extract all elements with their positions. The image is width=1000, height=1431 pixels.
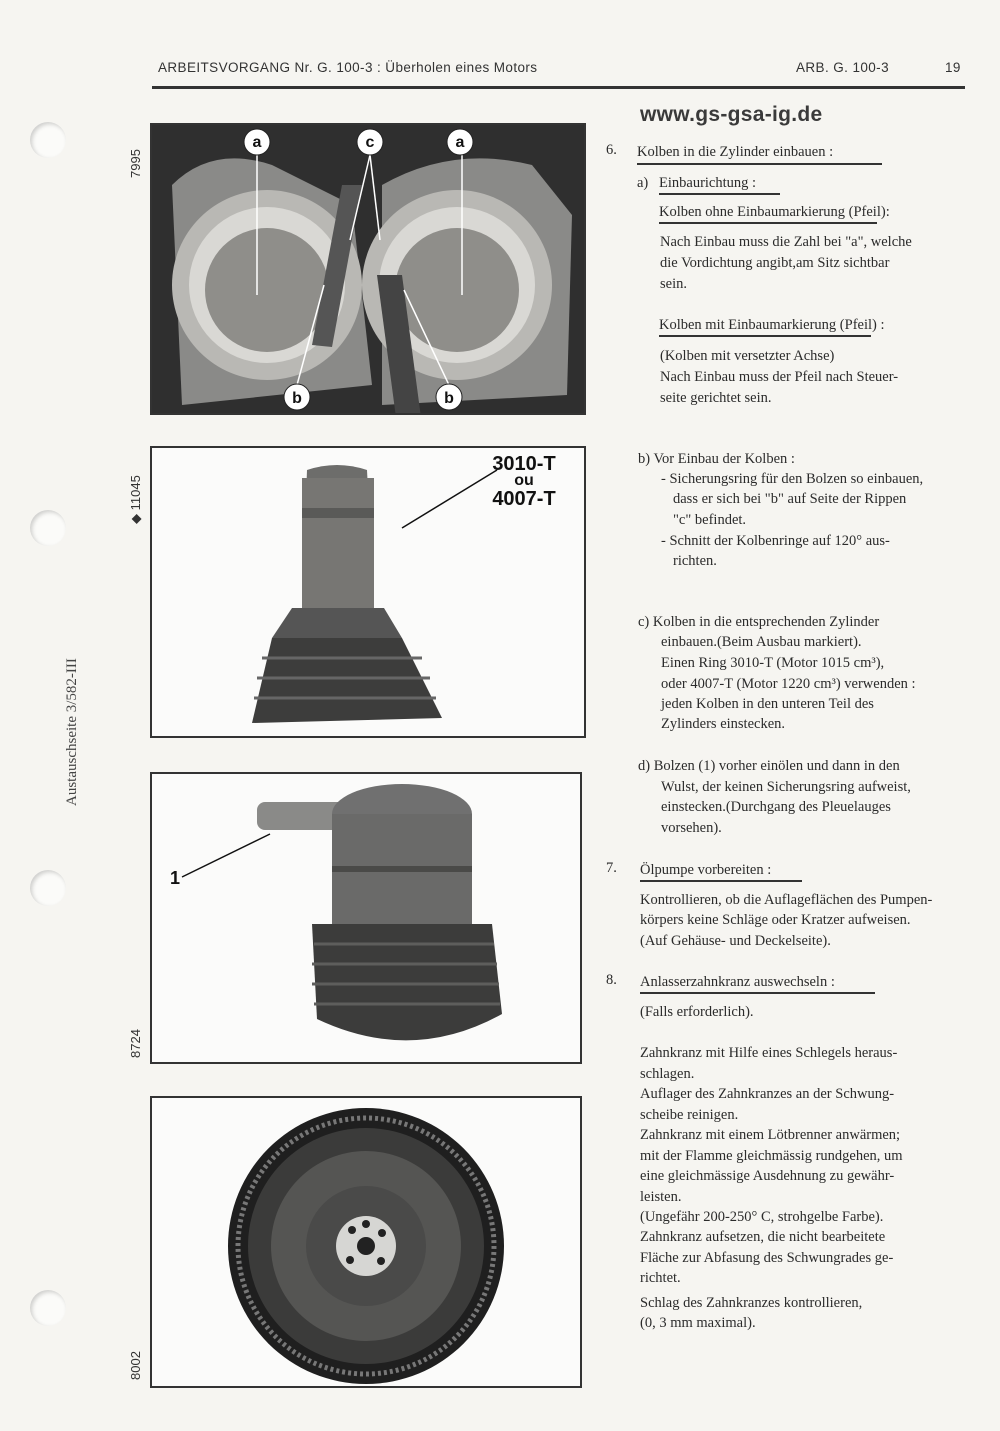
flywheel-illustration (152, 1098, 580, 1386)
section-8-line-1: Zahnkranz mit Hilfe eines Schlegels heraus- (640, 1045, 898, 1061)
section-6c-line-1: c) Kolben in die entsprechenden Zylinder (638, 614, 880, 630)
section-6d-line-1: d) Bolzen (1) vorher einölen und dann in den (638, 758, 900, 774)
section-6a1-underline (659, 222, 877, 224)
section-6c-line-3: Einen Ring 3010-T (Motor 1015 cm³), (661, 655, 885, 671)
fig3-number: 8724 (128, 1029, 143, 1058)
header-title: ARBEITSVORGANG Nr. G. 100-3 : Überholen eines Motors (158, 60, 538, 75)
section-7-line-3: (Auf Gehäuse- und Deckelseite). (640, 933, 831, 949)
fig1-label-b-left: b (292, 390, 302, 407)
section-6b-line-2: - Sicherungsring für den Bolzen so einbauen, (661, 471, 924, 487)
fig2-number: ◆ 11045 (128, 475, 143, 524)
section-8-title: Anlasserzahnkranz auswechseln : (640, 974, 835, 990)
side-note: Austauschseite 3/582-III (64, 658, 80, 806)
fig2-tool-4007: 4007-T (492, 488, 556, 510)
section-6d-line-3: einstecken.(Durchgang des Pleuelauges (661, 799, 891, 815)
punch-hole-upper (30, 510, 66, 546)
website-link[interactable]: www.gs-gsa-ig.de (640, 103, 823, 126)
section-6d-line-2: Wulst, der keinen Sicherungsring aufweist, (661, 779, 911, 795)
fig1-label-a-left: a (252, 134, 262, 151)
section-6-number: 6. (606, 142, 617, 158)
punch-hole-lower (30, 870, 66, 906)
section-8-line-5: Zahnkranz mit einem Lötbrenner anwärmen; (640, 1127, 901, 1143)
section-6a2-line-2: Nach Einbau muss der Pfeil nach Steuer- (660, 369, 899, 385)
section-6b-line-4: "c" befindet. (673, 512, 747, 528)
piston-pin-illustration (152, 774, 580, 1062)
section-8-line-4: scheibe reinigen. (640, 1107, 739, 1123)
cylinders-illustration (152, 125, 584, 413)
section-6c-line-6: Zylinders einstecken. (661, 716, 786, 732)
header-code: ARB. G. 100-3 (796, 60, 889, 75)
section-8-line-2: schlagen. (640, 1066, 695, 1082)
section-8-line-13: Schlag des Zahnkranzes kontrollieren, (640, 1295, 863, 1311)
figure-flywheel (150, 1096, 582, 1388)
section-7-title: Ölpumpe vorbereiten : (640, 862, 772, 878)
section-6a1-line-3: sein. (660, 276, 687, 292)
section-6c-line-4: oder 4007-T (Motor 1220 cm³) verwenden : (661, 676, 916, 692)
section-8-line-8: leisten. (640, 1189, 682, 1205)
section-6a-title: Einbaurichtung : (659, 175, 757, 191)
section-8-line-12: richtet. (640, 1270, 681, 1286)
section-6a-label: a) (637, 175, 649, 191)
section-6-title-underline (637, 163, 882, 165)
section-6a1-line-2: die Vordichtung angibt,am Sitz sichtbar (660, 255, 890, 271)
section-8-line-11: Fläche zur Abfasung des Schwungrades ge- (640, 1250, 894, 1266)
ring-tool-illustration (152, 448, 584, 736)
section-7-number: 7. (606, 860, 617, 876)
fig1-label-a-right: a (455, 134, 465, 151)
section-6b-line-1: b) Vor Einbau der Kolben : (638, 451, 795, 467)
section-6-title: Kolben in die Zylinder einbauen : (637, 144, 834, 160)
section-6a2-underline (659, 335, 871, 337)
section-6a1-line-1: Nach Einbau muss die Zahl bei "a", welche (660, 234, 912, 250)
section-8-line-6: mit der Flamme gleichmässig rundgehen, um (640, 1148, 903, 1164)
fig1-number: 7995 (128, 149, 143, 178)
page-number: 19 (945, 60, 961, 75)
section-6b-line-3: dass er sich bei "b" auf Seite der Rippen (673, 491, 907, 507)
fig3-callout-pin: 1 (170, 868, 181, 888)
section-8-line-7: eine gleichmässige Ausdehnung zu gewähr- (640, 1168, 895, 1184)
punch-hole-bottom (30, 1290, 66, 1326)
section-7-line-1: Kontrollieren, ob die Auflageflächen des Pumpen- (640, 892, 933, 908)
section-8-title-underline (640, 992, 875, 994)
punch-hole-top (30, 122, 66, 158)
fig1-label-c: c (365, 134, 375, 151)
figure-cylinders-photo (150, 123, 586, 415)
figure-piston-pin (150, 772, 582, 1064)
section-8-line-10: Zahnkranz aufsetzen, die nicht bearbeitete (640, 1229, 886, 1245)
section-6a-underline (659, 193, 780, 195)
fig1-label-b-right: b (444, 390, 454, 407)
section-6a2-line-3: seite gerichtet sein. (660, 390, 772, 406)
section-8-number: 8. (606, 972, 617, 988)
section-6a2-title: Kolben mit Einbaumarkierung (Pfeil) : (659, 317, 885, 333)
section-6c-line-2: einbauen.(Beim Ausbau markiert). (661, 634, 862, 650)
fig4-number: 8002 (128, 1351, 143, 1380)
header-rule (152, 86, 965, 89)
section-6a1-title: Kolben ohne Einbaumarkierung (Pfeil): (659, 204, 890, 220)
section-7-line-2: körpers keine Schläge oder Kratzer aufweisen. (640, 912, 911, 928)
section-8-line-14: (0, 3 mm maximal). (640, 1315, 756, 1331)
section-6b-line-6: richten. (673, 553, 717, 569)
section-6d-line-4: vorsehen). (661, 820, 722, 836)
fig2-tool-ou: ou (514, 472, 534, 489)
section-8-line-9: (Ungefähr 200-250° C, strohgelbe Farbe). (640, 1209, 884, 1225)
figure-ring-tool (150, 446, 586, 738)
section-8-note: (Falls erforderlich). (640, 1004, 754, 1020)
section-8-line-3: Auflager des Zahnkranzes an der Schwung- (640, 1086, 895, 1102)
section-6c-line-5: jeden Kolben in den unteren Teil des (661, 696, 874, 712)
section-7-title-underline (640, 880, 802, 882)
fig2-tool-3010: 3010-T (492, 453, 556, 475)
section-6a2-line-1: (Kolben mit versetzter Achse) (660, 348, 835, 364)
section-6b-line-5: - Schnitt der Kolbenringe auf 120° aus- (661, 533, 890, 549)
